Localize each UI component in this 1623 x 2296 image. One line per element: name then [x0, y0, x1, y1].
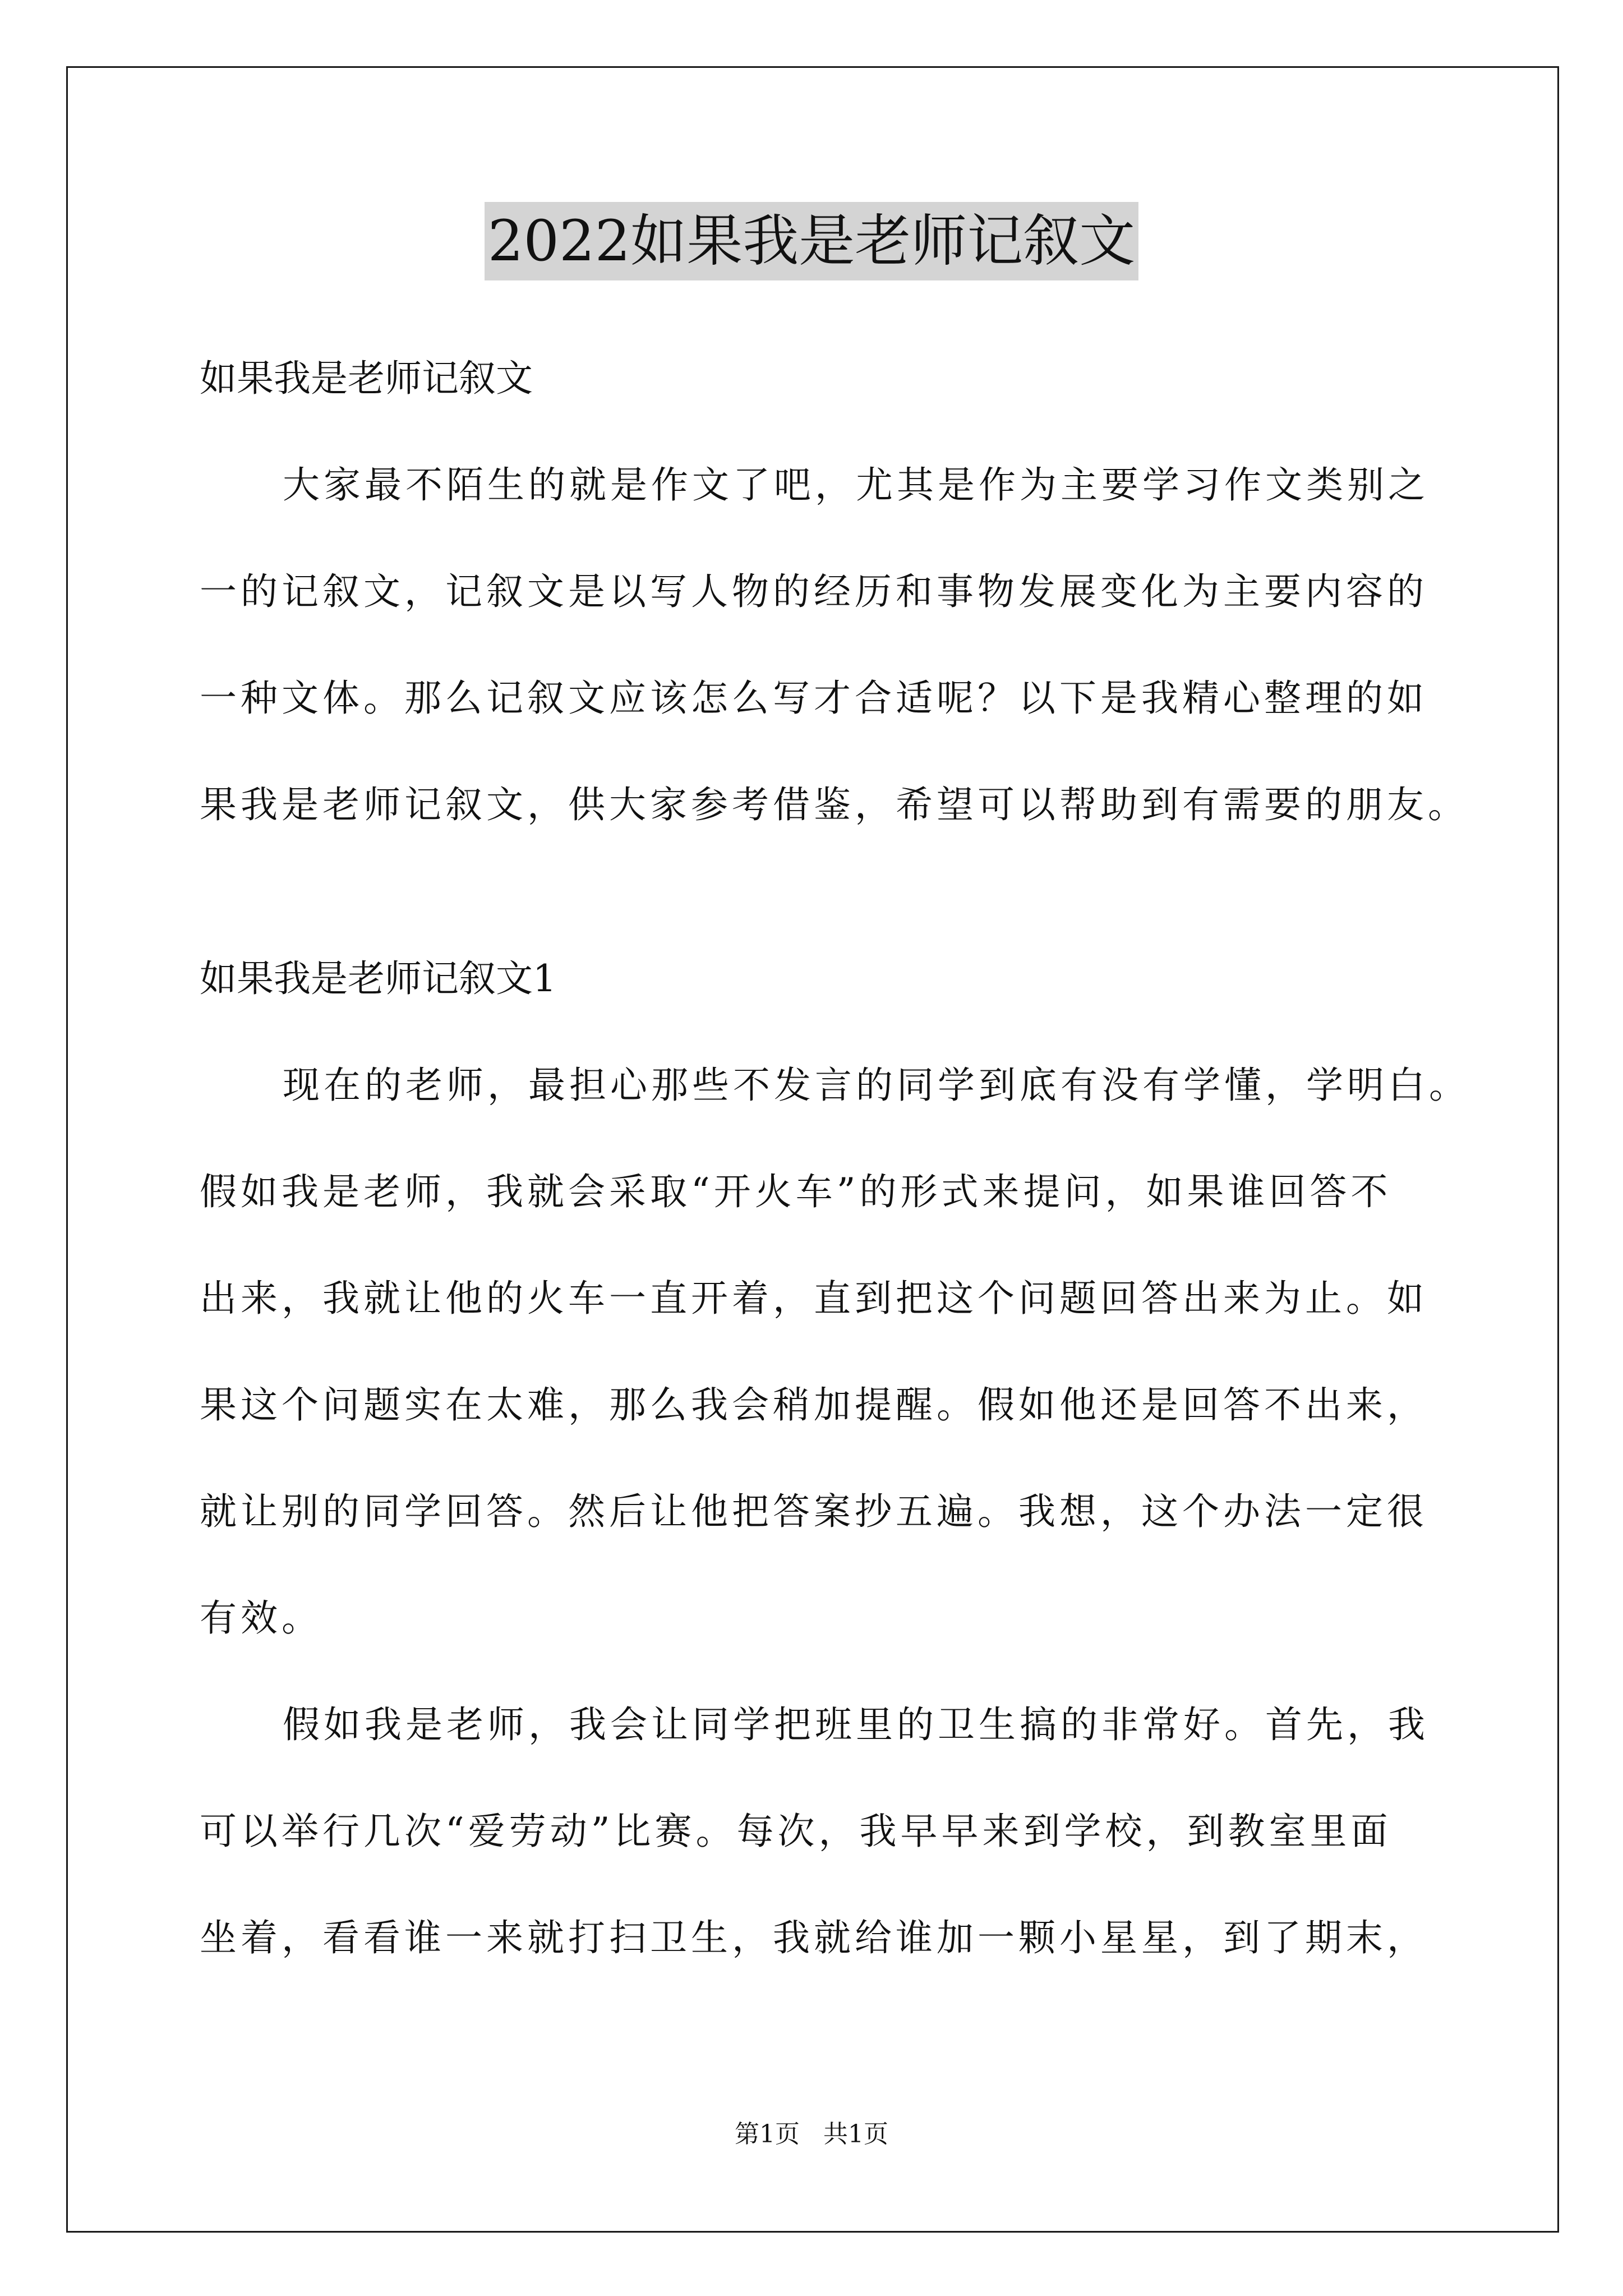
paragraph-1-line-3: 出来，我就让他的火车一直开着，直到把这个问题回答出来为止。如	[200, 1277, 1428, 1320]
intro-line-4: 果我是老师记叙文，供大家参考借鉴，希望可以帮助到有需要的朋友。	[200, 783, 1469, 826]
paragraph-1-line-1: 现在的老师，最担心那些不发言的同学到底有没有学懂，学明白。	[283, 1064, 1470, 1107]
paragraph-1-line-5: 就让别的同学回答。然后让他把答案抄五遍。我想，这个办法一定很	[200, 1490, 1428, 1533]
paragraph-2-line-3: 坐着，看看谁一来就打扫卫生，我就给谁加一颗小星星，到了期末，	[200, 1916, 1428, 1959]
document-title: 2022如果我是老师记叙文	[485, 202, 1139, 280]
paragraph-1-line-4: 果这个问题实在太难，那么我会稍加提醒。假如他还是回答不出来，	[200, 1383, 1428, 1427]
title-container	[0, 202, 1623, 280]
document-body	[200, 325, 1469, 858]
intro-line-1: 大家最不陌生的就是作文了吧，尤其是作为主要学习作文类别之	[283, 463, 1429, 507]
page-footer: 第1页 共1页	[735, 2120, 888, 2148]
section-heading: 如果我是老师记叙文1	[200, 957, 556, 1000]
intro-line-3: 一种文体。那么记叙文应该怎么写才合适呢？以下是我精心整理的如	[200, 677, 1428, 720]
subtitle: 如果我是老师记叙文	[200, 357, 533, 400]
paragraph-1-line-6: 有效。	[200, 1596, 322, 1640]
paragraph-1-line-2: 假如我是老师，我就会采取“开火车”的形式来提问，如果谁回答不	[200, 1170, 1392, 1213]
paragraph-2-line-1: 假如我是老师，我会让同学把班里的卫生搞的非常好。首先，我	[283, 1703, 1429, 1746]
paragraph-2-line-2: 可以举行几次“爱劳动”比赛。每次，我早早来到学校，到教室里面	[200, 1810, 1392, 1853]
intro-line-2: 一的记叙文，记叙文是以写人物的经历和事物发展变化为主要内容的	[200, 570, 1428, 613]
section-1	[200, 926, 1470, 1991]
